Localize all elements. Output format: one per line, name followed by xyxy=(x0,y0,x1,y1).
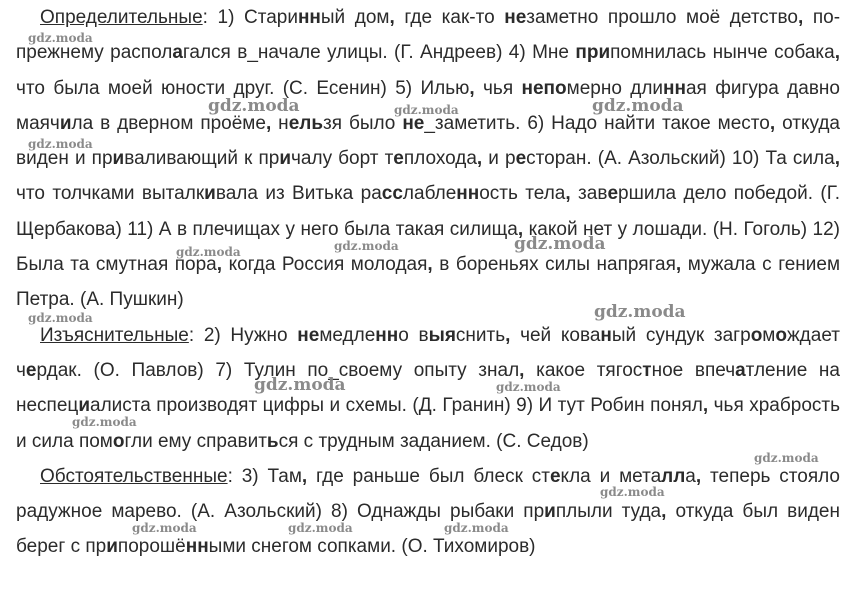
emphasis-text: не xyxy=(504,7,527,28)
emphasis-text: , xyxy=(427,254,433,276)
body-text: алиста производят цифры и схемы. (Д. Гранин) 9) И тут Робин понял xyxy=(90,395,703,417)
body-text: гли ему справит xyxy=(124,430,267,452)
watermark: gdz.moda xyxy=(594,302,686,322)
emphasis-text: е xyxy=(25,359,37,381)
category-label: Изъяснительные xyxy=(40,324,189,346)
emphasis-text: нн xyxy=(297,7,321,28)
watermark: gdz.moda xyxy=(754,451,819,465)
emphasis-text: , xyxy=(476,148,483,170)
body-text: н xyxy=(271,112,289,134)
body-text: ла в дверном проёме xyxy=(71,112,266,134)
body-text: ршила дело победой. (Г. Щербакова) 11) А в плечищах у него была такая силища xyxy=(16,183,840,240)
body-text: мерно дли xyxy=(566,77,664,99)
emphasis-text: и xyxy=(78,395,90,417)
watermark: gdz.moda xyxy=(72,415,137,429)
emphasis-text: сс xyxy=(381,183,403,205)
emphasis-text: , xyxy=(216,254,223,276)
watermark: gdz.moda xyxy=(28,137,93,151)
emphasis-text: и xyxy=(59,112,72,134)
emphasis-text: не xyxy=(297,324,320,346)
emphasis-text: и xyxy=(204,183,216,205)
category-label: Обстоятельственные xyxy=(40,465,228,487)
emphasis-text: е xyxy=(549,465,561,487)
emphasis-text: а xyxy=(735,359,746,381)
watermark: gdz.moda xyxy=(394,103,459,117)
emphasis-text: не xyxy=(402,112,425,134)
emphasis-text: , xyxy=(797,7,804,28)
emphasis-text: лл xyxy=(661,465,686,487)
emphasis-text: ель xyxy=(288,112,324,134)
emphasis-text: , xyxy=(301,465,308,487)
watermark: gdz.moda xyxy=(254,375,346,395)
emphasis-text: , xyxy=(519,359,525,381)
body-text: где как-то xyxy=(394,7,505,28)
watermark: gdz.moda xyxy=(132,521,197,535)
emphasis-text: н xyxy=(600,324,612,346)
watermark: gdz.moda xyxy=(208,96,300,116)
body-text: в бореньях силы напрягая xyxy=(432,254,676,276)
emphasis-text: , xyxy=(469,77,475,99)
body-text: снить xyxy=(455,324,506,346)
body-text: помнилась нынче собака xyxy=(610,42,835,64)
body-text: чья xyxy=(474,77,522,99)
body-text: плохода xyxy=(403,148,477,170)
emphasis-text: и xyxy=(279,148,292,170)
body-text: ное впеч xyxy=(651,359,736,381)
emphasis-text: е xyxy=(515,148,527,170)
paragraph-explanatory xyxy=(16,318,840,459)
emphasis-text: , xyxy=(565,183,571,205)
watermark: gdz.moda xyxy=(514,234,606,254)
body-text: медле xyxy=(319,324,376,346)
watermark: gdz.moda xyxy=(334,239,399,253)
watermark: gdz.moda xyxy=(496,380,561,394)
emphasis-text: о xyxy=(775,324,787,346)
body-text: чей кова xyxy=(510,324,601,346)
emphasis-text: нн xyxy=(663,77,686,99)
body-text: какой нет у лошади. (Н. Гоголь) 12) Была та смутная пора xyxy=(16,218,840,276)
emphasis-text: , xyxy=(505,324,511,346)
body-text: гался в_начале улицы. (Г. Андреев) 4) Мне xyxy=(182,42,576,64)
body-text: _заметить. 6) Надо найти такое место xyxy=(424,112,770,134)
emphasis-text: при xyxy=(575,42,611,64)
emphasis-text: , xyxy=(675,254,682,276)
body-text: откуда виден и пр xyxy=(16,112,840,170)
emphasis-text: и xyxy=(112,148,125,170)
emphasis-text: ь xyxy=(266,430,279,452)
body-text: порошё xyxy=(117,536,186,558)
emphasis-text: е xyxy=(393,148,404,170)
body-text: где раньше был блеск ст xyxy=(307,465,550,487)
body-text: ость тела xyxy=(479,183,566,205)
emphasis-text: нн xyxy=(185,536,209,558)
watermark: gdz.moda xyxy=(288,521,353,535)
body-text: : 1) Стари xyxy=(202,7,298,28)
body-text: и р xyxy=(482,148,516,170)
emphasis-text: ы xyxy=(428,324,445,346)
emphasis-text: е xyxy=(607,183,619,205)
emphasis-text: , xyxy=(834,42,840,64)
body-text: ся с трудным заданием. (С. Седов) xyxy=(278,430,589,452)
emphasis-text: о xyxy=(112,430,125,452)
body-text: зав xyxy=(570,183,608,205)
body-text: ая фигура давно маяч xyxy=(16,77,840,134)
body-text: заметно прошло моё детство xyxy=(526,7,798,28)
body-text: : 3) Там xyxy=(227,465,302,487)
body-text: теперь стояло радужное марево. (А. Азольский) 8) Однажды рыбаки пр xyxy=(16,465,841,523)
emphasis-text: о xyxy=(750,324,763,346)
body-text: сторан. (А. Азольский) 10) Та сила xyxy=(526,148,835,170)
emphasis-text: я xyxy=(444,324,456,346)
body-text: какое тягос xyxy=(524,359,643,381)
body-text: плыли туда xyxy=(555,501,662,523)
emphasis-text: , xyxy=(389,7,395,28)
watermark: gdz.moda xyxy=(176,245,241,259)
emphasis-text: , xyxy=(661,501,667,523)
body-text: а xyxy=(685,465,696,487)
body-text: о в xyxy=(398,324,429,346)
emphasis-text: , xyxy=(517,218,524,240)
emphasis-text: т xyxy=(642,359,652,381)
body-text: чалу борт т xyxy=(291,148,394,170)
paragraph-definitive xyxy=(16,0,840,318)
watermark: gdz.moda xyxy=(592,96,684,116)
paragraph-body xyxy=(16,7,840,310)
body-text: зя было xyxy=(323,112,403,134)
body-text: м xyxy=(762,324,776,346)
body-text: ыми снегом сопками. (О. Тихомиров) xyxy=(208,536,536,558)
body-text: по-прежнему распол xyxy=(16,7,841,64)
body-text: чья храбрость и сила пом xyxy=(16,395,840,452)
body-text: лабле xyxy=(402,183,457,205)
body-text: рдак. (О. Павлов) 7) Тулин по_своему опыту знал xyxy=(36,359,520,381)
body-text: откуда был виден берег с пр xyxy=(16,501,840,558)
body-text: : 2) Нужно xyxy=(188,324,298,346)
emphasis-text: , xyxy=(834,148,840,170)
body-text: что толчками выталк xyxy=(16,183,205,205)
category-label: Определительные xyxy=(40,7,203,28)
body-text: ый сундук загр xyxy=(611,324,751,346)
emphasis-text: , xyxy=(695,465,702,487)
body-text: вала из Витька ра xyxy=(215,183,382,205)
emphasis-text: нн xyxy=(456,183,480,205)
document-page xyxy=(16,0,840,565)
body-text: мужала с гением Петра. (А. Пушкин) xyxy=(16,254,841,311)
emphasis-text: , xyxy=(702,395,709,417)
body-text: ждает ч xyxy=(16,324,840,381)
emphasis-text: непо xyxy=(521,77,567,99)
emphasis-text: , xyxy=(265,112,272,134)
emphasis-text: , xyxy=(769,112,776,134)
body-text: ый дом xyxy=(320,7,390,28)
emphasis-text: и xyxy=(106,536,118,558)
watermark: gdz.moda xyxy=(600,485,665,499)
body-text: когда Россия молодая xyxy=(222,254,428,276)
watermark: gdz.moda xyxy=(28,31,93,45)
body-text: валивающий к пр xyxy=(124,148,280,170)
emphasis-text: нн xyxy=(375,324,399,346)
emphasis-text: и xyxy=(544,501,556,523)
emphasis-text: а xyxy=(172,42,183,64)
body-text: что была моей юности друг. (С. Есенин) 5) Илью xyxy=(16,77,470,99)
watermark: gdz.moda xyxy=(444,521,509,535)
body-text: тление на неспец xyxy=(16,359,840,417)
watermark: gdz.moda xyxy=(28,311,93,325)
paragraph-adverbial xyxy=(16,459,840,565)
body-text: кла и мета xyxy=(560,465,662,487)
